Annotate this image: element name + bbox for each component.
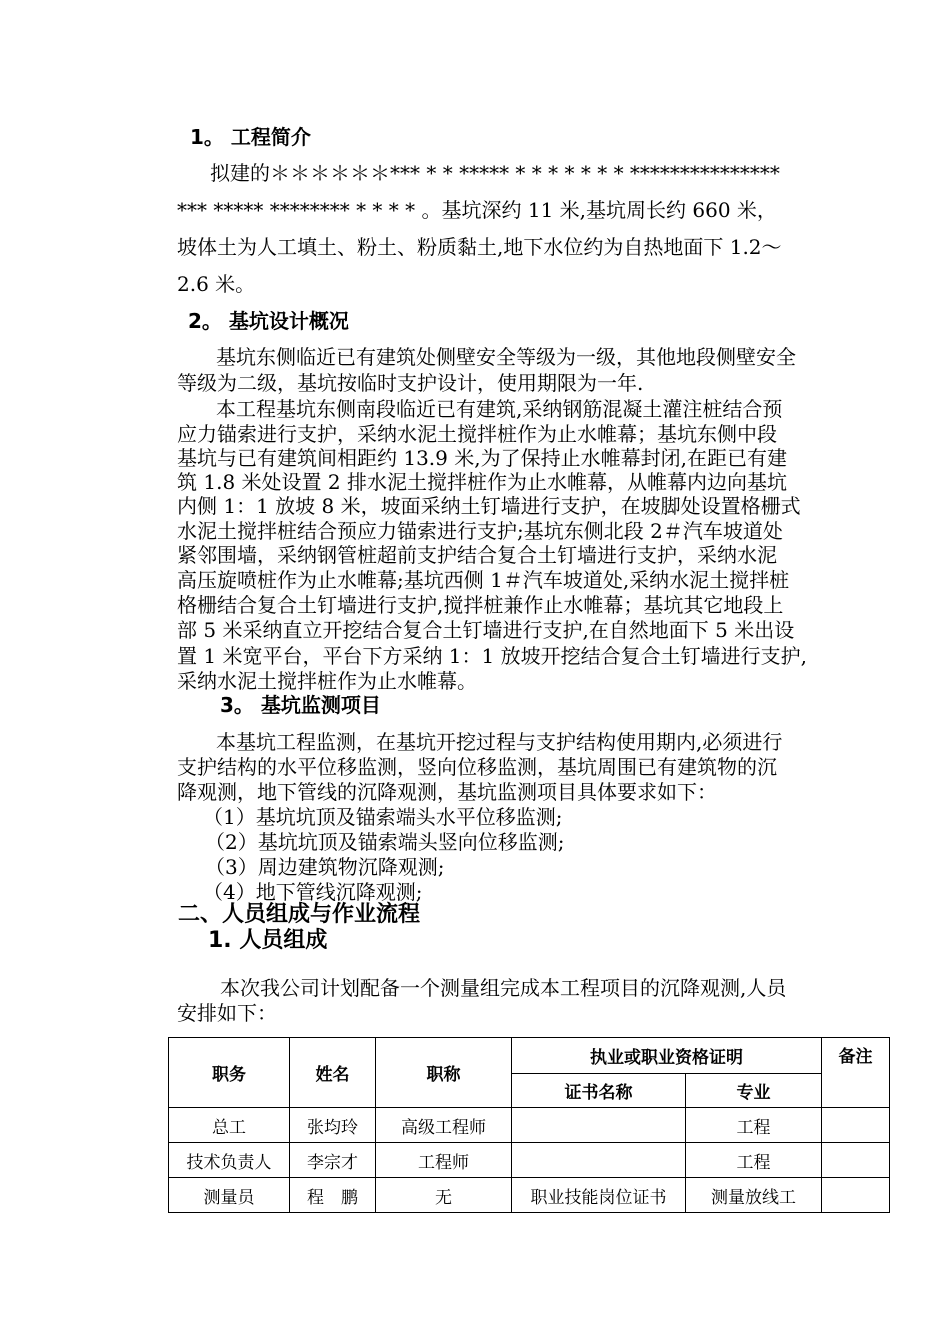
paragraph-line: 本基坑工程监测，在基坑开挖过程与支护结构使用期内,必须进行 [216,730,783,754]
cell-title: 无 [376,1178,512,1213]
list-item: （3）周边建筑物沉降观测; [205,855,445,879]
paragraph-line: 基坑与已有建筑间相距约 13.9 米,为了保持止水帷幕封闭,在距已有建 [177,446,787,470]
cell-cert [512,1143,686,1178]
cell-name: 程 鹏 [290,1178,376,1213]
paragraph-line: 内侧 1：1 放坡 8 米，坡面采纳土钉墙进行支护，在坡脚处设置格栅式 [177,494,801,518]
list-item: （4）地下管线沉降观测; [203,880,423,904]
cell-name: 张均玲 [290,1108,376,1143]
cell-role: 总工 [169,1108,290,1143]
staff-table [168,1037,890,1213]
paragraph-line: *** ***** ******** * * * * 。基坑深约 11 米,基坑周长约 660 米， [177,198,777,222]
header-major: 专业 [686,1074,822,1108]
part-2-subsection-title: 1. 人员组成 [208,928,328,953]
part-2-title: 二、人员组成与作业流程 [178,902,421,927]
section-1-title: 1。 工程简介 [190,125,311,149]
paragraph-line: 安排如下： [177,1001,277,1025]
header-name: 姓名 [290,1038,376,1108]
header-note: 备注 [822,1038,890,1108]
cell-role: 技术负责人 [169,1143,290,1178]
paragraph-line: 降观测，地下管线的沉降观测，基坑监测项目具体要求如下： [177,780,717,804]
list-item: （2）基坑坑顶及锚索端头竖向位移监测; [205,830,565,854]
cell-title: 工程师 [376,1143,512,1178]
table-row [169,1178,890,1213]
header-role: 职务 [169,1038,290,1108]
paragraph-line: 坡体土为人工填土、粉土、粉质黏土,地下水位约为自热地面下 1.2～ [177,235,782,259]
cell-cert [512,1108,686,1143]
cell-title: 高级工程师 [376,1108,512,1143]
cell-note [822,1178,890,1213]
paragraph-line: 紧邻围墙，采纳钢管桩超前支护结合复合土钉墙进行支护，采纳水泥 [177,543,777,567]
cell-major: 工程 [686,1143,822,1178]
header-cert-name: 证书名称 [512,1074,686,1108]
paragraph-line: 置 1 米宽平台，平台下方采纳 1：1 放坡开挖结合复合土钉墙进行支护, [177,644,807,668]
paragraph-line: 支护结构的水平位移监测，竖向位移监测，基坑周围已有建筑物的沉 [177,755,777,779]
paragraph-line: 部 5 米采纳直立开挖结合复合土钉墙进行支护,在自然地面下 5 米出设 [177,618,795,642]
paragraph-line: 2.6 米。 [177,272,256,296]
list-item: （1）基坑坑顶及锚索端头水平位移监测; [203,805,563,829]
cell-major: 工程 [686,1108,822,1143]
cell-note [822,1108,890,1143]
paragraph-line: 高压旋喷桩作为止水帷幕;基坑西侧 1＃汽车坡道处,采纳水泥土搅拌桩 [177,568,790,592]
section-2-title: 2。 基坑设计概况 [188,309,349,333]
paragraph-line: 本工程基坑东侧南段临近已有建筑,采纳钢筋混凝土灌注桩结合预 [216,397,783,421]
header-title: 职称 [376,1038,512,1108]
paragraph-line: 拟建的＊＊＊＊＊＊*** * * ***** * * * * * * * *************** [210,161,780,185]
paragraph-line: 采纳水泥土搅拌桩作为止水帷幕。 [177,669,477,693]
table-header-row [169,1038,890,1074]
cell-note [822,1143,890,1178]
table-row [169,1143,890,1178]
cell-name: 李宗才 [290,1143,376,1178]
section-3-title: 3。 基坑监测项目 [220,693,381,717]
paragraph-line: 格栅结合复合土钉墙进行支护,搅拌桩兼作止水帷幕；基坑其它地段上 [177,593,784,617]
cell-role: 测量员 [169,1178,290,1213]
paragraph-line: 水泥土搅拌桩结合预应力锚索进行支护;基坑东侧北段 2＃汽车坡道处 [177,519,783,543]
cell-cert: 职业技能岗位证书 [512,1178,686,1213]
table-row [169,1108,890,1143]
paragraph-line: 应力锚索进行支护，采纳水泥土搅拌桩作为止水帷幕；基坑东侧中段 [177,422,777,446]
paragraph-line: 本次我公司计划配备一个测量组完成本工程项目的沉降观测,人员 [220,976,787,1000]
paragraph-line: 等级为二级，基坑按临时支护设计，使用期限为一年. [177,371,644,395]
paragraph-line: 筑 1.8 米处设置 2 排水泥土搅拌桩作为止水帷幕，从帷幕内边向基坑 [177,470,787,494]
header-certificate: 执业或职业资格证明 [512,1038,822,1074]
paragraph-line: 基坑东侧临近已有建筑处侧壁安全等级为一级，其他地段侧壁安全 [216,345,796,369]
cell-major: 测量放线工 [686,1178,822,1213]
